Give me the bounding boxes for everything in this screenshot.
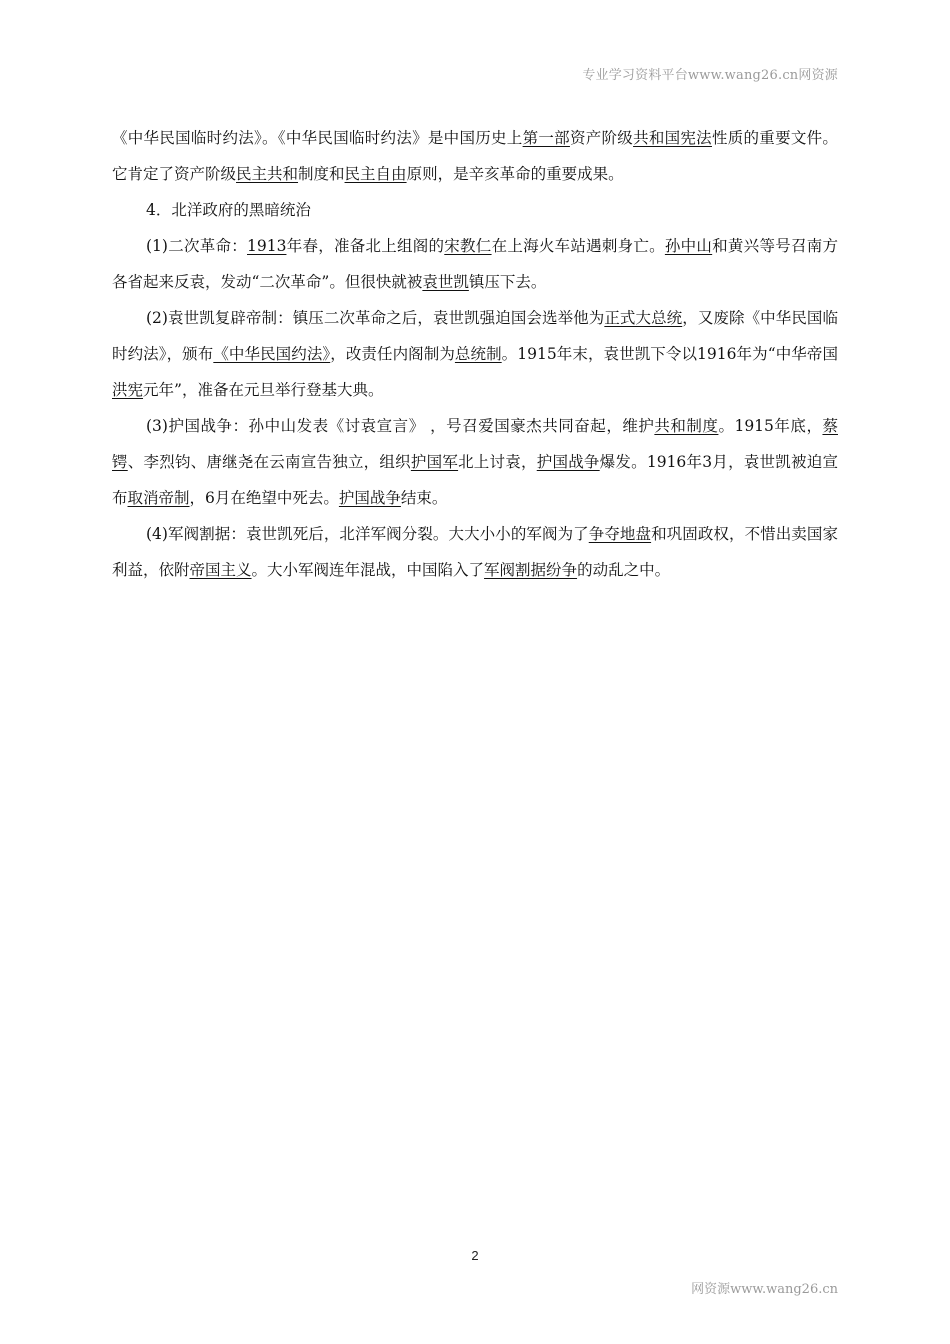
underlined-answer: 民主共和	[236, 165, 299, 183]
text-segment: 《中华民国临时约法》。《中华民国临时约法》是中国历史上	[112, 129, 523, 147]
page-number: 2	[471, 1248, 479, 1263]
text-segment: 元年”，准备在元旦举行登基大典。	[143, 381, 384, 399]
text-segment: (3)护国战争：孙中山发表《讨袁宣言》 ，号召爱国豪杰共同奋起，维护	[146, 417, 655, 435]
underlined-answer: 洪宪	[112, 381, 144, 399]
text-segment: 。大小军阀连年混战，中国陷入了	[251, 561, 485, 579]
text-segment: 原则，是辛亥革命的重要成果。	[406, 165, 624, 183]
text-segment: 。1915年底，	[718, 417, 823, 435]
underlined-answer: 护国战争	[536, 453, 600, 471]
paragraph-monarchy-restoration	[112, 300, 838, 408]
section-heading: 4．北洋政府的黑暗统治	[146, 201, 311, 219]
header-watermark: 专业学习资料平台www.wang26.cn网资源	[582, 68, 838, 83]
underlined-answer: 正式大总统	[604, 309, 683, 327]
underlined-answer: 总统制	[454, 345, 502, 363]
text-segment: 爆发。1916年3月，袁世凯被迫宣布	[112, 453, 838, 507]
text-segment: 制度和	[298, 165, 345, 183]
underlined-answer: 争夺地盘	[588, 525, 652, 543]
text-segment: (4)军阀割据：袁世凯死后，北洋军阀分裂。大大小小的军阀为了	[146, 525, 589, 543]
text-segment: 结束。	[400, 489, 448, 507]
text-segment: 年春，准备北上组阁的	[286, 237, 445, 255]
underlined-answer: 护国军	[410, 453, 459, 471]
text-segment: 、李烈钧、唐继尧在云南宣告独立，组织	[127, 453, 411, 471]
footer-watermark: 网资源www.wang26.cn	[691, 1282, 838, 1297]
text-segment: 。1915年末，袁世凯下令以1916年为“中华帝国	[501, 345, 838, 363]
text-segment: 性质的重要文件。它肯定了资产阶级	[112, 129, 838, 183]
paragraph-warlord-separatism	[112, 516, 838, 588]
text-segment: 镇压下去。	[468, 273, 547, 291]
text-segment: ，改责任内阁制为	[330, 345, 455, 363]
text-segment: 在上海火车站遇刺身亡。	[491, 237, 665, 255]
underlined-answer: 蔡锷	[112, 417, 838, 471]
text-segment: 北上讨袁，	[458, 453, 537, 471]
paragraph-national-protection-war	[112, 408, 838, 516]
underlined-answer: 1913	[247, 237, 287, 255]
underlined-answer: 共和国宪法	[633, 129, 712, 147]
underlined-answer: 宋教仁	[444, 237, 492, 255]
underlined-answer: 民主自由	[344, 165, 407, 183]
underlined-answer: 《中华民国约法》	[213, 345, 331, 363]
underlined-answer: 第一部	[522, 129, 570, 147]
text-segment: (1)二次革命：	[146, 237, 247, 255]
underlined-answer: 取消帝制	[127, 489, 190, 507]
text-segment: 和黄兴等号召南方各省起来反袁，发动“二次革命”。但很快就被	[112, 237, 838, 291]
underlined-answer: 护国战争	[338, 489, 401, 507]
underlined-answer: 帝国主义	[189, 561, 252, 579]
underlined-answer: 孙中山	[664, 237, 713, 255]
text-segment: 和巩固政权，不惜出卖国家利益，依附	[112, 525, 838, 579]
text-segment: ，6月在绝望中死去。	[189, 489, 339, 507]
underlined-answer: 共和制度	[654, 417, 719, 435]
text-segment: ，又废除《中华民国临时约法》，颁布	[112, 309, 838, 363]
paragraph-provisional-constitution	[112, 120, 838, 192]
underlined-answer: 袁世凯	[422, 273, 469, 291]
text-segment: 的动乱之中。	[577, 561, 671, 579]
text-segment: 资产阶级	[569, 129, 634, 147]
document-body	[112, 120, 838, 588]
paragraph-second-revolution	[112, 228, 838, 300]
text-segment: (2)袁世凯复辟帝制：镇压二次革命之后，袁世凯强迫国会选举他为	[146, 309, 605, 327]
underlined-answer: 军阀割据纷争	[484, 561, 578, 579]
